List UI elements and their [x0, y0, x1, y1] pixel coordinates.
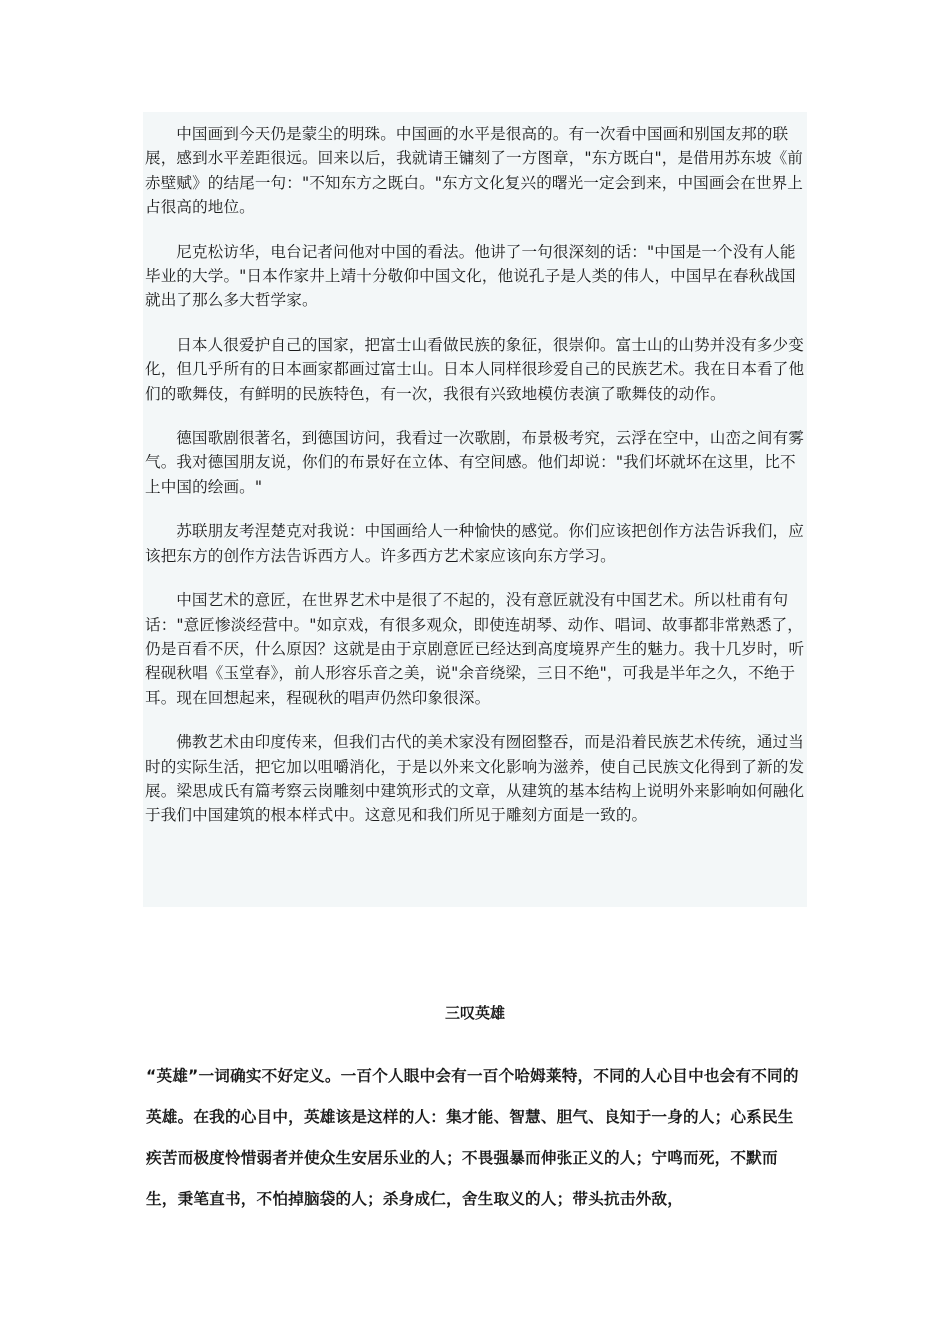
- article-paragraph-6: 中国艺术的意匠，在世界艺术中是很了不起的，没有意匠就没有中国艺术。所以杜甫有句话："意匠惨淡经营中。"如京戏，有很多观众，即使连胡琴、动作、唱词、故事都非常熟悉了，仍是百看不厌，什么原因？这就是由于京剧意匠已经达到高度境界产生的魅力。我十几岁时，听程砚秋唱《玉堂春》，前人形容乐音之美，说"余音绕梁，三日不绝"，可我是半年之久，不绝于耳。现在回想起来，程砚秋的唱声仍然印象很深。: [145, 591, 805, 707]
- article-block: [143, 112, 807, 907]
- article-paragraph-2: 尼克松访华，电台记者问他对中国的看法。他讲了一句很深刻的话："中国是一个没有人能毕业的大学。"日本作家井上靖十分敬仰中国文化，他说孔子是人类的伟人，中国早在春秋战国就出了那么多大哲学家。: [145, 242, 796, 310]
- article-paragraph-5: 苏联朋友考涅楚克对我说：中国画给人一种愉快的感觉。你们应该把创作方法告诉我们，应该把东方的创作方法告诉西方人。许多西方艺术家应该向东方学习。: [145, 522, 804, 565]
- article-paragraph-7: 佛教艺术由印度传来，但我们古代的美术家没有囫囵整吞，而是沿着民族艺术传统，通过当时的实际生活，把它加以咀嚼消化，于是以外来文化影响为滋养，使自己民族文化得到了新的发展。梁思成氏有篇考察云岗雕刻中建筑形式的文章，从建筑的基本结构上说明外来影响如何融化于我们中国建筑的根本样式中。这意见和我们所见于雕刻方面是一致的。: [145, 733, 805, 825]
- article-paragraph-1: 中国画到今天仍是蒙尘的明珠。中国画的水平是很高的。有一次看中国画和别国友邦的联展，感到水平差距很远。回来以后，我就请王镛刻了一方图章，"东方既白"，是借用苏东坡《前赤壁赋》的结尾一句："不知东方之既白。"东方文化复兴的曙光一定会到来，中国画会在世界上占很高的地位。: [145, 125, 803, 217]
- section-title: 三叹英雄: [444, 1004, 505, 1022]
- article-paragraph-3: 日本人很爱护自己的国家，把富士山看做民族的象征，很崇仰。富士山的山势并没有多少变化，但几乎所有的日本画家都画过富士山。日本人同样很珍爱自己的民族艺术。我在日本看了他们的歌舞伎，有鲜明的民族特色，有一次，我很有兴致地模仿表演了歌舞伎的动作。: [145, 335, 805, 403]
- article-paragraph-4: 德国歌剧很著名，到德国访问，我看过一次歌剧，布景极考究，云浮在空中，山峦之间有雾气。我对德国朋友说，你们的布景好在立体、有空间感。他们却说："我们坏就坏在这里，比不上中国的绘画。": [145, 429, 804, 496]
- section-body: “英雄”一词确实不好定义。一百个人眼中会有一百个哈姆莱特，不同的人心目中也会有不同的英雄。在我的心目中，英雄该是这样的人：集才能、智慧、胆气、良知于一身的人；心系民生疾苦而极度怜惜弱者并使众生安居乐业的人；不畏强暴而伸张正义的人；宁鸣而死，不默而生，秉笔直书，不怕掉脑袋的人；杀身成仁，舍生取义的人；带头抗击外敌，: [146, 1067, 799, 1208]
